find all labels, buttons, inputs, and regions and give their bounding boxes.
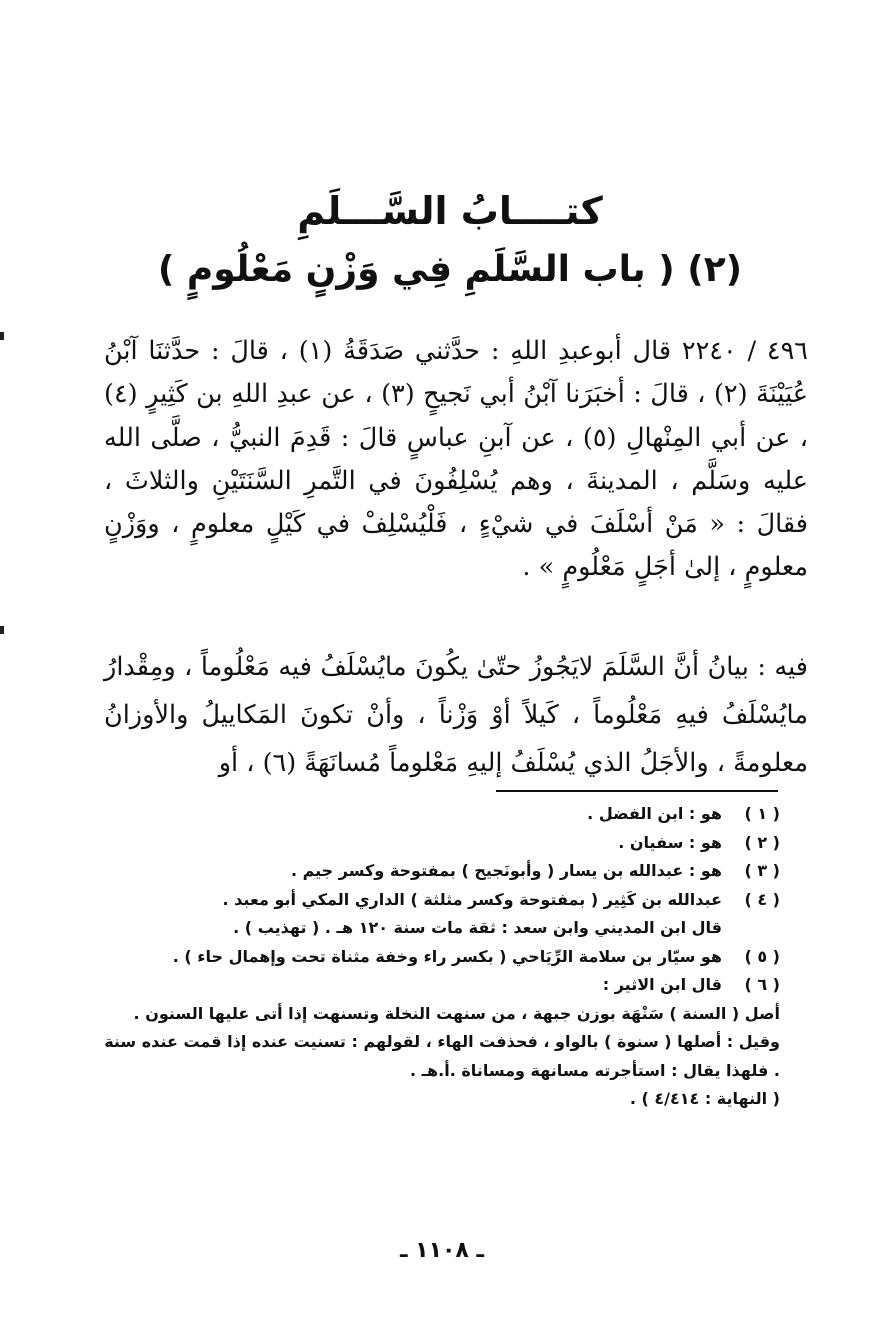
margin-mark [0,626,4,634]
hadith-text: قال أبوعبدِ اللهِ : حدَّثني صَدَقَةُ (١) ، قالَ : حدَّثنَا آبْنُ عُيَيْنَةَ (٢) ، قالَ : أخبَرَنا آبْنُ أبي نَجيحٍ (٣) ، عن عبدِ اللهِ بن كَثِيرٍ (٤) ، عن أبي المِنْهالِ (٥) ، عن آبنِ عباسٍ قالَ : قَدِمَ النبيُّ ، صلَّى الله عليه وسَلَّم ، المدينةَ ، وهم يُسْلِفُونَ في التَّمرِ السَّنَتَيْنِ والثلاثَ ، فقالَ : « مَنْ أسْلَفَ في شيْءٍ ، فَلْيُسْلِفْ في كَيْلٍ معلومٍ ، ووَزْنٍ معلومٍ ، إلىٰ أجَلٍ مَعْلُومٍ » . [104,336,808,583]
footnote [104,829,780,858]
footnote-number: ( ٣ ) [744,861,780,880]
footnote-divider [496,790,778,792]
footnote-text: هو سيّار بن سلامة الرِّيَاحي ( بكسر راء وخفة مثناة تحت وإهمال حاء ) . [172,946,722,966]
hadith-paragraph [104,330,808,590]
footnote-number: ( ٤ ) [744,889,780,909]
margin-mark [0,332,4,340]
footnote [104,971,780,1000]
footnote [104,800,780,829]
footnote-text: هو : سفيان . [618,832,722,852]
page-number: ـ ١١٠٨ ـ [399,1238,485,1263]
book-title: كتــــابُ السَّـــلَمِ [297,189,603,233]
footnote-number: ( ٥ ) [744,946,780,966]
footnote-quote: أصل ( السنة ) سَنْهَة بوزن جبهة ، من سنهت النخلة وتسنهت إذا أتى عليها السنون . [133,1003,780,1023]
footnote [104,886,780,915]
footnote-text: عبدالله بن كَثِير ( بمفتوحة وكسر مثلثة ) الداري المكي أبو معبد . [222,889,722,909]
footnote-text: هو : عبدالله بن يسار ( وأبونَجيح ) بمفتوحة وكسر جيم . [290,861,722,880]
footnote [104,857,780,886]
commentary-paragraph: فيه : بيانُ أنَّ السَّلَمَ لايَجُوزُ حتّىٰ يكُونَ مايُسْلَفُ فيه مَعْلُوماً ، ومِقْدارُ مايُسْلَفُ فيهِ مَعْلُوماً ، كَيلاً أوْ وَزْناً ، وأنْ تكونَ المَكاييلُ والأوزانُ معلومةً ، والأجَلُ الذي يُسْلَفُ إليهِ مَعْلوماً مُسانَهَةً (٦) ، أو [104,652,808,778]
footnote-quote: وقيل : أصلها ( سنوة ) بالواو ، فحذفت الهاء ، لقولهم : تسنيت عنده إذا قمت عنده سنة . فلهذا يقال : استأجرته مسانهة ومساناة .أ.هـ . [104,1032,780,1080]
footnote-text: قال ابن الاثير : [602,975,722,994]
footnote-number: ( ٦ ) [744,975,780,994]
chapter-title: (٢) ( باب السَّلَمِ فِي وَزْنٍ مَعْلُومٍ ) [157,249,743,290]
footnote-citation: ( النهاية : ٤/٤١٤ ) . [629,1089,780,1108]
footnote-number: ( ٢ ) [744,832,780,852]
hadith-number: ٤٩٦ / ٢٢٤٠ [681,336,808,366]
footnote [104,943,780,972]
footnote-continuation: قال ابن المديني وابن سعد : ثقة مات سنة ١٢٠ هـ . ( تهذيب ) . [233,918,722,937]
footnotes [104,800,780,1114]
footnote-number: ( ١ ) [744,804,780,823]
footnote-text: هو : ابن الفضل . [587,804,722,823]
